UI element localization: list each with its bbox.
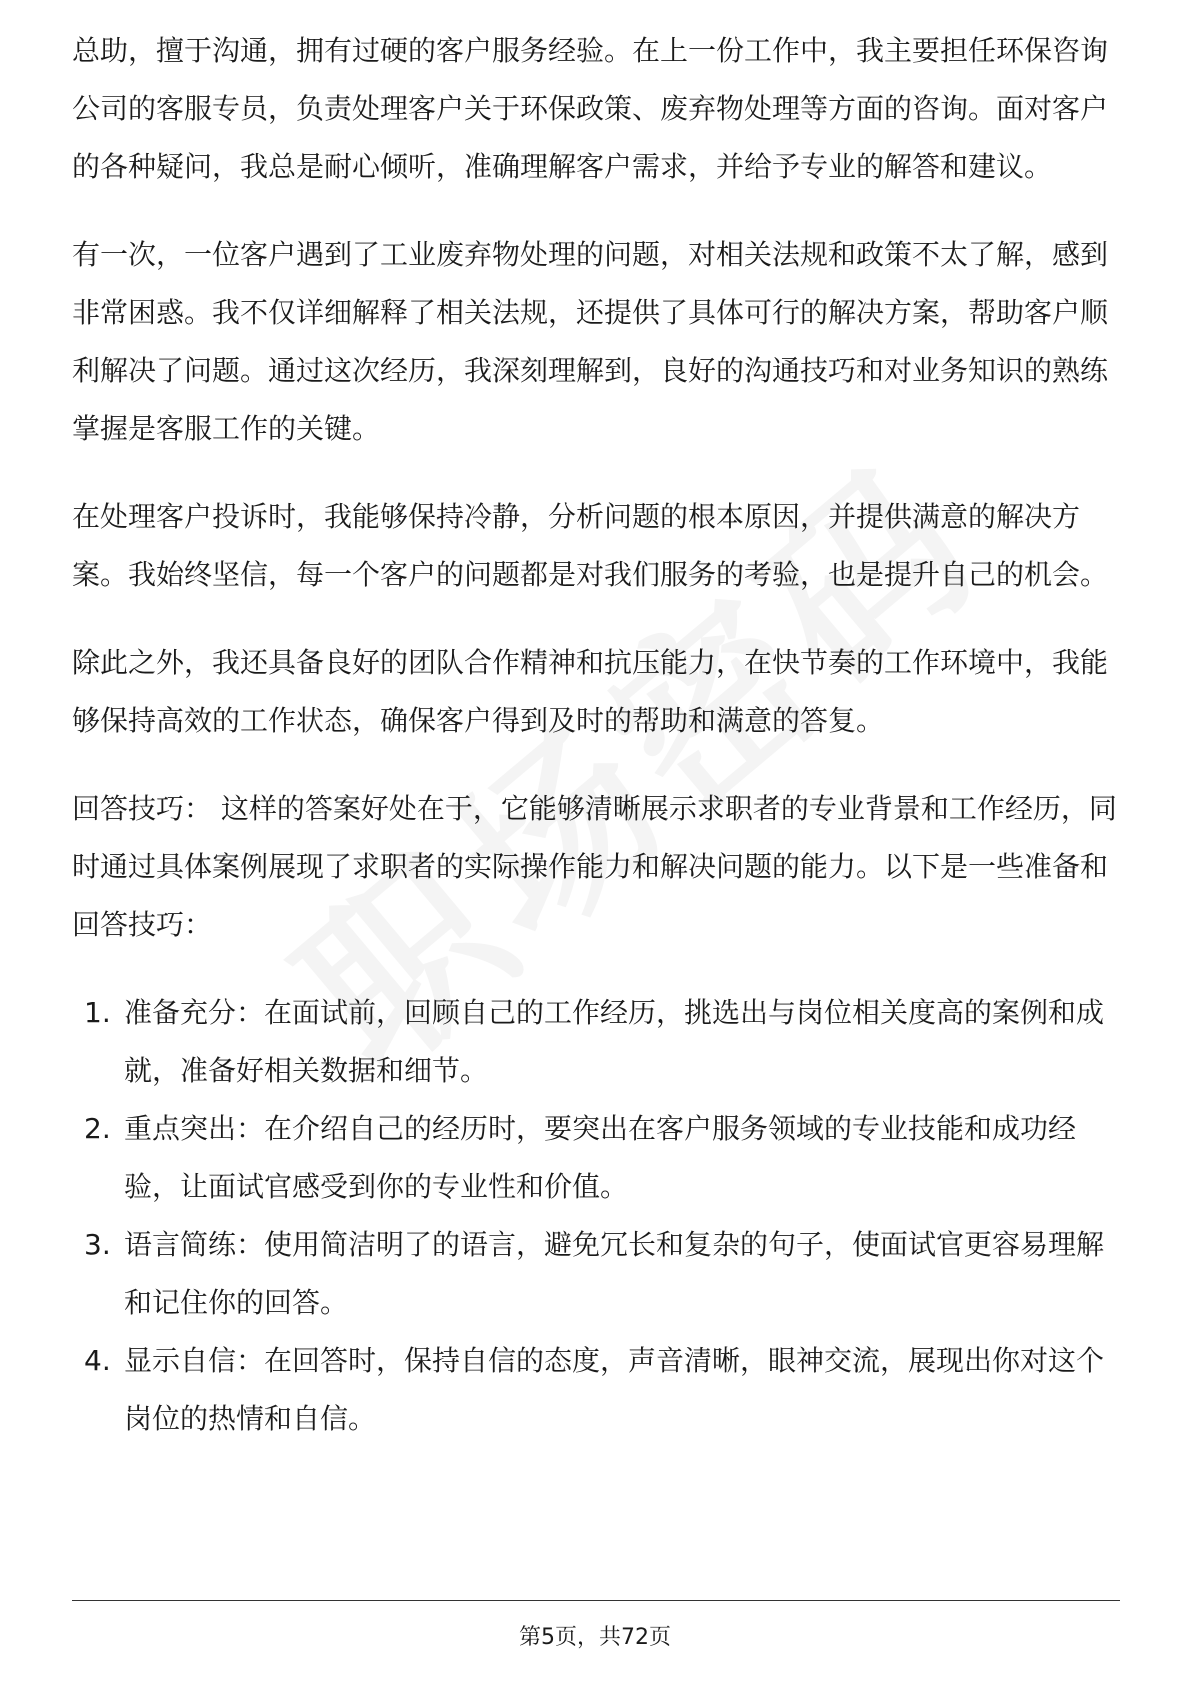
list-item	[72, 1332, 1120, 1448]
page-number: 第5页，共72页	[519, 1625, 671, 1650]
list-item-text: 准备充分：在面试前，回顾自己的工作经历，挑选出与岗位相关度高的案例和成就，准备好相关数据和细节。	[124, 996, 1105, 1087]
list-item	[72, 1100, 1120, 1216]
list-item-text: 语言简练：使用简洁明了的语言，避免冗长和复杂的句子，使面试官更容易理解和记住你的回答。	[124, 1228, 1105, 1319]
footer-divider	[72, 1600, 1120, 1601]
paragraph-answer-tips: 回答技巧： 这样的答案好处在于，它能够清晰展示求职者的专业背景和工作经历，同时通过具体案例展现了求职者的实际操作能力和解决问题的能力。以下是一些准备和回答技巧：	[72, 792, 1117, 941]
paragraph-example: 有一次，一位客户遇到了工业废弃物处理的问题，对相关法规和政策不太了解，感到非常困惑。我不仅详细解释了相关法规，还提供了具体可行的解决方案，帮助客户顺利解决了问题。通过这次经历，我深刻理解到，良好的沟通技巧和对业务知识的熟练掌握是客服工作的关键。	[72, 238, 1109, 445]
list-item-number: 2.	[84, 1112, 111, 1145]
list-item-text: 重点突出：在介绍自己的经历时，要突出在客户服务领域的专业技能和成功经验，让面试官感受到你的专业性和价值。	[124, 1112, 1077, 1203]
paragraph-complaints: 在处理客户投诉时，我能够保持冷静，分析问题的根本原因，并提供满意的解决方案。我始终坚信，每一个客户的问题都是对我们服务的考验，也是提升自己的机会。	[72, 500, 1109, 591]
list-item-number: 4.	[84, 1344, 111, 1377]
list-item-number: 1.	[84, 996, 111, 1029]
list-item	[72, 984, 1120, 1100]
list-item	[72, 1216, 1120, 1332]
tips-list	[72, 984, 1120, 1448]
paragraph-teamwork: 除此之外，我还具备良好的团队合作精神和抗压能力，在快节奏的工作环境中，我能够保持高效的工作状态，确保客户得到及时的帮助和满意的答复。	[72, 646, 1109, 737]
list-item-text: 显示自信：在回答时，保持自信的态度，声音清晰，眼神交流，展现出你对这个岗位的热情和自信。	[124, 1344, 1105, 1435]
page-content	[72, 22, 1120, 1448]
list-item-number: 3.	[84, 1228, 111, 1261]
paragraph-experience: 总助，擅于沟通，拥有过硬的客户服务经验。在上一份工作中，我主要担任环保咨询公司的客服专员，负责处理客户关于环保政策、废弃物处理等方面的咨询。面对客户的各种疑问，我总是耐心倾听，准确理解客户需求，并给予专业的解答和建议。	[72, 34, 1109, 183]
